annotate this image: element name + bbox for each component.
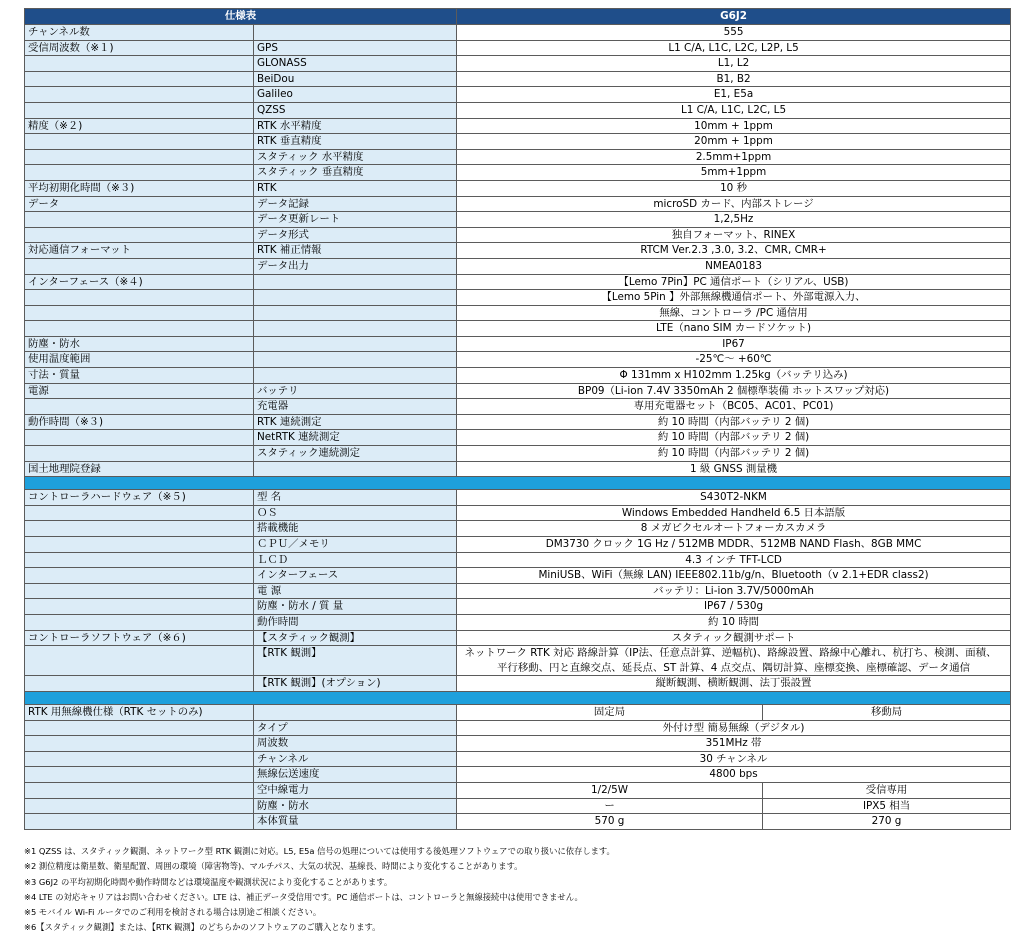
row-value-fixed: 1/2/5W — [457, 782, 763, 798]
row-category — [25, 290, 254, 306]
radio-row — [25, 767, 1011, 783]
section-divider-1-cell — [25, 477, 1011, 490]
row-category: インターフェース（※４) — [25, 274, 254, 290]
row-category — [25, 676, 254, 692]
row-value: 4.3 インチ TFT-LCD — [457, 552, 1011, 568]
row-item: GLONASS — [254, 56, 457, 72]
row-item: スタティック 水平精度 — [254, 149, 457, 165]
row-category — [25, 798, 254, 814]
row-item: 電 源 — [254, 583, 457, 599]
row-value-mobile: 270 g — [763, 814, 1011, 830]
row-category — [25, 399, 254, 415]
row-item — [254, 461, 457, 477]
row-category: 精度（※２) — [25, 118, 254, 134]
row-item: GPS — [254, 40, 457, 56]
row-category: チャンネル数 — [25, 25, 254, 41]
row-category — [25, 599, 254, 615]
row-item: ＣＰＵ／メモリ — [254, 537, 457, 553]
row-item: データ形式 — [254, 227, 457, 243]
row-item — [254, 25, 457, 41]
section-divider-1 — [25, 477, 1011, 490]
row-item: ＯＳ — [254, 505, 457, 521]
row-item: データ出力 — [254, 258, 457, 274]
row-value: 10mm + 1ppm — [457, 118, 1011, 134]
row-value-mobile: IPX5 相当 — [763, 798, 1011, 814]
row-item: NetRTK 連続測定 — [254, 430, 457, 446]
row-item: ＬＣＤ — [254, 552, 457, 568]
row-item — [254, 274, 457, 290]
spec-row — [25, 414, 1011, 430]
spec-row — [25, 118, 1011, 134]
radio-col-mobile: 移動局 — [763, 704, 1011, 720]
row-value: L1 C/A, L1C, L2C, L2P, L5 — [457, 40, 1011, 56]
spec-row — [25, 71, 1011, 87]
row-category — [25, 751, 254, 767]
radio-col-fixed: 固定局 — [457, 704, 763, 720]
row-category — [25, 102, 254, 118]
row-category: 電源 — [25, 383, 254, 399]
row-value: 約 10 時間 — [457, 614, 1011, 630]
spec-row — [25, 321, 1011, 337]
row-category — [25, 258, 254, 274]
row-category — [25, 305, 254, 321]
row-category — [25, 165, 254, 181]
row-value-fixed: ー — [457, 798, 763, 814]
radio-row — [25, 720, 1011, 736]
row-value: 【Lemo 5Pin 】外部無線機通信ポート、外部電源入力、 — [457, 290, 1011, 306]
spec-row — [25, 568, 1011, 584]
row-category — [25, 552, 254, 568]
row-item: 充電器 — [254, 399, 457, 415]
row-value: S430T2-NKM — [457, 490, 1011, 506]
row-item: RTK — [254, 180, 457, 196]
row-value: 1 級 GNSS 測量機 — [457, 461, 1011, 477]
row-value: 10 秒 — [457, 180, 1011, 196]
row-category — [25, 583, 254, 599]
row-category — [25, 227, 254, 243]
row-item: 【スタティック観測】 — [254, 630, 457, 646]
spec-table-body — [25, 9, 1011, 830]
spec-row — [25, 446, 1011, 462]
row-value: 専用充電器セット（BC05、AC01、PC01) — [457, 399, 1011, 415]
row-category: 国土地理院登録 — [25, 461, 254, 477]
row-item: 周波数 — [254, 736, 457, 752]
spec-row — [25, 274, 1011, 290]
footnote: ※1 QZSS は、スタティック観測、ネットワーク型 RTK 観測に対応。L5, E5a 信号の処理については使用する後処理ソフトウェアでの取り扱いに依存します。 — [24, 846, 615, 856]
header-row — [25, 9, 1011, 25]
row-item: 動作時間 — [254, 614, 457, 630]
row-value: -25℃～ +60℃ — [457, 352, 1011, 368]
row-item: チャンネル — [254, 751, 457, 767]
header-model: G6J2 — [457, 9, 1011, 25]
row-value — [457, 646, 1011, 676]
row-item: 無線伝送速度 — [254, 767, 457, 783]
row-value: L1 C/A, L1C, L2C, L5 — [457, 102, 1011, 118]
row-category — [25, 430, 254, 446]
row-value: 8 メガピクセルオートフォーカスカメラ — [457, 521, 1011, 537]
spec-row — [25, 537, 1011, 553]
row-item: BeiDou — [254, 71, 457, 87]
row-item — [254, 321, 457, 337]
rtk-functions-line-2: 平行移動、円と直線交点、延長点、ST 計算、4 点交点、隅切計算、座標変換、座標確認、データ通信 — [497, 661, 970, 674]
row-item: 空中線電力 — [254, 782, 457, 798]
row-category: 動作時間（※３) — [25, 414, 254, 430]
spec-row — [25, 399, 1011, 415]
section-divider-2 — [25, 691, 1011, 704]
row-item: 本体質量 — [254, 814, 457, 830]
row-value: IP67 — [457, 336, 1011, 352]
row-category — [25, 521, 254, 537]
row-item: バッテリ — [254, 383, 457, 399]
row-category — [25, 87, 254, 103]
row-value: BP09（Li-ion 7.4V 3350mAh 2 個標準装備 ホットスワップ対応) — [457, 383, 1011, 399]
row-value: 4800 bps — [457, 767, 1011, 783]
spec-row — [25, 258, 1011, 274]
row-value: 【Lemo 7Pin】PC 通信ポート（シリアル、USB) — [457, 274, 1011, 290]
row-value: DM3730 クロック 1G Hz / 512MB MDDR、512MB NAND Flash、8GB MMC — [457, 537, 1011, 553]
radio-row — [25, 798, 1011, 814]
spec-row — [25, 430, 1011, 446]
row-category: 防塵・防水 — [25, 336, 254, 352]
row-value: LTE（nano SIM カードソケット) — [457, 321, 1011, 337]
spec-row — [25, 305, 1011, 321]
row-category — [25, 814, 254, 830]
row-value-fixed: 570 g — [457, 814, 763, 830]
row-value: Φ 131mm x H102mm 1.25kg（バッテリ込み) — [457, 368, 1011, 384]
radio-row — [25, 814, 1011, 830]
spec-row — [25, 461, 1011, 477]
row-category — [25, 720, 254, 736]
row-value: B1, B2 — [457, 71, 1011, 87]
spec-row — [25, 352, 1011, 368]
row-value: 約 10 時間（内部バッテリ 2 個) — [457, 446, 1011, 462]
row-value: microSD カード、内部ストレージ — [457, 196, 1011, 212]
row-category: データ — [25, 196, 254, 212]
row-item: RTK 連続測定 — [254, 414, 457, 430]
footnote: ※6【スタティック観測】または、【RTK 観測】のどちらかのソフトウェアのご購入となります。 — [24, 922, 381, 933]
row-category: 対応通信フォーマット — [25, 243, 254, 259]
spec-row — [25, 165, 1011, 181]
row-value: IP67 / 530g — [457, 599, 1011, 615]
spec-row — [25, 521, 1011, 537]
row-item: スタティック連続測定 — [254, 446, 457, 462]
row-item — [254, 704, 457, 720]
row-value: 独自フォーマット、RINEX — [457, 227, 1011, 243]
row-value: E1, E5a — [457, 87, 1011, 103]
spec-row — [25, 134, 1011, 150]
row-category — [25, 736, 254, 752]
row-value: RTCM Ver.2.3 ,3.0, 3.2、CMR, CMR+ — [457, 243, 1011, 259]
row-value: 30 チャンネル — [457, 751, 1011, 767]
spec-row — [25, 676, 1011, 692]
row-item: RTK 垂直精度 — [254, 134, 457, 150]
header-spec-label: 仕様表 — [25, 9, 457, 25]
row-category: 平均初期化時間（※３) — [25, 180, 254, 196]
row-item: スタティック 垂直精度 — [254, 165, 457, 181]
radio-section-title: RTK 用無線機仕様（RTK セットのみ) — [25, 704, 254, 720]
row-value: スタティック観測サポート — [457, 630, 1011, 646]
row-category — [25, 321, 254, 337]
row-category — [25, 446, 254, 462]
spec-row — [25, 180, 1011, 196]
row-category — [25, 782, 254, 798]
row-category: コントローラソフトウェア（※６) — [25, 630, 254, 646]
row-value: 20mm + 1ppm — [457, 134, 1011, 150]
row-category: 使用温度範囲 — [25, 352, 254, 368]
row-item: RTK 補正情報 — [254, 243, 457, 259]
spec-row — [25, 583, 1011, 599]
spec-row — [25, 243, 1011, 259]
row-item: 【RTK 観測】(オプション) — [254, 676, 457, 692]
footnotes — [24, 844, 1014, 936]
row-category: 受信周波数（※１) — [25, 40, 254, 56]
row-category — [25, 134, 254, 150]
spec-row — [25, 505, 1011, 521]
footnote: ※4 LTE の対応キャリアはお問い合わせください。LTE は、補正データ受信用です。PC 通信ポートは、コントローラと無線接続中は使用できません。 — [24, 891, 583, 902]
row-item: QZSS — [254, 102, 457, 118]
spec-row — [25, 383, 1011, 399]
row-category — [25, 537, 254, 553]
row-item: Galileo — [254, 87, 457, 103]
row-value: L1, L2 — [457, 56, 1011, 72]
row-category — [25, 505, 254, 521]
row-value: 555 — [457, 25, 1011, 41]
row-item — [254, 305, 457, 321]
row-value: NMEA0183 — [457, 258, 1011, 274]
row-value: 351MHz 帯 — [457, 736, 1011, 752]
rtk-functions-line-1: ネットワーク RTK 対応 路線計算（IP法、任意点計算、逆幅杭)、路線設置、路線中心離れ、杭打ち、検測、面積、 — [464, 647, 997, 660]
radio-row — [25, 751, 1011, 767]
spec-row — [25, 25, 1011, 41]
spec-row — [25, 646, 1011, 676]
spec-table — [24, 8, 1011, 830]
section-divider-2-cell — [25, 691, 1011, 704]
row-item: 型 名 — [254, 490, 457, 506]
row-value: 2.5mm+1ppm — [457, 149, 1011, 165]
row-value: 縦断観測、横断観測、法丁張設置 — [457, 676, 1011, 692]
row-item: RTK 水平精度 — [254, 118, 457, 134]
row-item — [254, 368, 457, 384]
spec-row — [25, 552, 1011, 568]
row-item: データ更新レート — [254, 212, 457, 228]
row-item: 【RTK 観測】 — [254, 646, 457, 676]
row-category — [25, 56, 254, 72]
radio-row — [25, 782, 1011, 798]
row-value-mobile: 受信専用 — [763, 782, 1011, 798]
row-value: 5mm+1ppm — [457, 165, 1011, 181]
spec-row — [25, 336, 1011, 352]
row-item: データ記録 — [254, 196, 457, 212]
spec-row — [25, 368, 1011, 384]
row-value: 外付け型 簡易無線（デジタル) — [457, 720, 1011, 736]
radio-header-row — [25, 704, 1011, 720]
row-item: 防塵・防水 / 質 量 — [254, 599, 457, 615]
spec-row — [25, 102, 1011, 118]
row-category — [25, 767, 254, 783]
footnote: ※3 G6J2 の平均初期化時間や動作時間などは環境温度や観測状況により変化することがあります。 — [24, 876, 393, 887]
row-item: 防塵・防水 — [254, 798, 457, 814]
row-value: 無線、コントローラ /PC 通信用 — [457, 305, 1011, 321]
spec-row — [25, 212, 1011, 228]
spec-sheet — [24, 8, 1010, 830]
row-value: MiniUSB、WiFi（無線 LAN) IEEE802.11b/g/n、Bluetooth（v 2.1+EDR class2) — [457, 568, 1011, 584]
row-category — [25, 71, 254, 87]
spec-row — [25, 227, 1011, 243]
row-category — [25, 212, 254, 228]
row-item — [254, 290, 457, 306]
spec-row — [25, 290, 1011, 306]
row-value: 約 10 時間（内部バッテリ 2 個) — [457, 430, 1011, 446]
radio-row — [25, 736, 1011, 752]
row-category — [25, 568, 254, 584]
row-item — [254, 336, 457, 352]
spec-row — [25, 56, 1011, 72]
row-item: タイプ — [254, 720, 457, 736]
row-category: コントローラハードウェア（※５) — [25, 490, 254, 506]
row-category — [25, 149, 254, 165]
spec-row — [25, 490, 1011, 506]
spec-row — [25, 614, 1011, 630]
footnote: ※2 測位精度は衛星数、衛星配置、周囲の環境（障害物等)、マルチパス、大気の状況、基線長、時間により変化することがあります。 — [24, 861, 523, 872]
row-item — [254, 352, 457, 368]
row-category: 寸法・質量 — [25, 368, 254, 384]
spec-row — [25, 40, 1011, 56]
spec-row — [25, 87, 1011, 103]
row-value: 約 10 時間（内部バッテリ 2 個) — [457, 414, 1011, 430]
row-value: バッテリ：Li-ion 3.7V/5000mAh — [457, 583, 1011, 599]
spec-row — [25, 630, 1011, 646]
spec-row — [25, 599, 1011, 615]
row-category — [25, 614, 254, 630]
row-category — [25, 646, 254, 676]
footnote: ※5 モバイル Wi-Fi ルータでのご利用を検討される場合は別途ご相談ください。 — [24, 907, 322, 918]
row-value: 1,2,5Hz — [457, 212, 1011, 228]
row-item: 搭載機能 — [254, 521, 457, 537]
row-value: Windows Embedded Handheld 6.5 日本語版 — [457, 505, 1011, 521]
spec-row — [25, 149, 1011, 165]
row-item: インターフェース — [254, 568, 457, 584]
spec-row — [25, 196, 1011, 212]
